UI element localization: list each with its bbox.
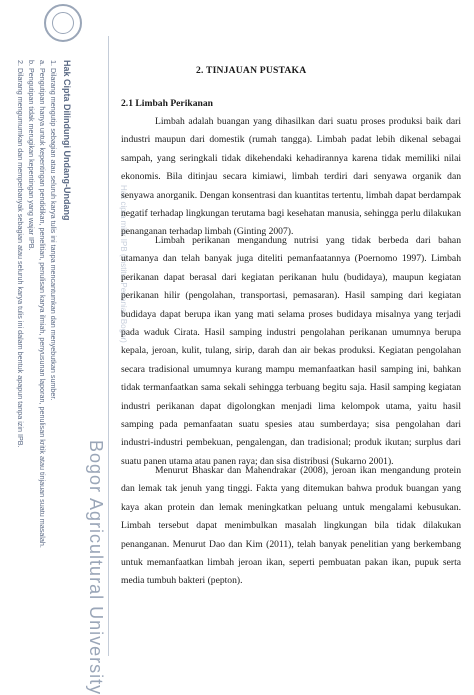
section-title: 2.1 Limbah Perikanan: [121, 98, 213, 109]
university-name: Bogor Agricultural University: [86, 440, 106, 695]
copyright-line-4: 2. Dilarang mengumumkan dan memperbanyak sebagian atau seluruh karya tulis ini dalam bentuk apapun tanpa izin IPB.: [16, 60, 25, 448]
copyright-sidebar: [0, 0, 112, 695]
copyright-line-3: b. Pengutipan tidak merugikan kepentingan yang wajar IPB.: [27, 60, 36, 251]
copyright-line-1: 1. Dilarang mengutip sebagian atau seluruh karya tulis ini tanpa mencantumkan dan menyebutkan sumber.: [49, 60, 58, 401]
watermark-text: Hak cipta milik IPB (Institut Pertanian Bogor): [119, 185, 128, 343]
chapter-title: 2. TINJAUAN PUSTAKA: [196, 65, 307, 76]
paragraph-3: Menurut Bhaskar dan Mahendrakar (2008), jeroan ikan mengandung protein dan lemak tak jenuh yang tinggi. Fakta yang ditemukan bahwa produk buangan yang kaya akan protein dan lemak meningkatkan peluang untuk mengalami kebusukan. Limbah tersebut dapat menimbulkan masalah lingkungan bila tidak dilakukan penanganan. Menurut Dao dan Kim (2011), telah banyak penelitian yang berkembang untuk memanfaatkan limbah jeroan ikan, seperti pembuatan pakan ikan, pupuk serta media tumbuh bakteri (pepton).: [121, 465, 461, 587]
paragraph-1: Limbah adalah buangan yang dihasilkan dari suatu proses produksi baik dari industri maupun dari domestik (rumah tangga). Limbah padat lebih dikenal sebagai sampah, yang seringkali tidak dikehendaki kehadirannya karena tidak memiliki nilai ekonomis. Bila ditinjau secara kimiawi, limbah terdiri dari senyawa organik dan senyawa anorganik. Dengan konsentrasi dan kuantitas tertentu, limbah dapat berdampak negatif terhadap lingkungan terutama bagi kesehatan manusia, sehingga perlu dilakukan penanganan terhadap limbah (Ginting 2007).: [121, 116, 461, 238]
copyright-title: Hak Cipta Dilindungi Undang-Undang: [62, 60, 72, 221]
paragraph-2: Limbah perikanan mengandung nutrisi yang tidak berbeda dari bahan utamanya dan telah banyak juga diteliti pemanfaatannya (Poernomo 1997). Limbah perikanan dapat berasal dari kegiatan perikanan hulu (budidaya), maupun kegiatan perikanan hilir (pengolahan, transportasi, pemasaran). Hasil samping dari kegiatan budidaya dapat berupa ikan yang mati selama proses budidaya misalnya yang terjadi pada waduk Cirata. Hasil samping industri pengolahan perikanan umumnya berupa kepala, jeroan, kulit, tulang, sirip, darah dan air bekas produksi. Kegiatan pengolahan secara tradisional umumnya kurang mampu memanfaatkan hasil samping ini, bahkan tidak termanfaatkan sama sekali sehingga terbuang begitu saja. Hasil samping kegiatan industri perikanan dapat digolongkan menjadi lima kelompok utama, yaitu hasil samping pada pemanfaatan suatu spesies atau sumberdaya; sisa pengolahan dari industri-industri pembekuan, pengalengan, dan tradisional; produk ikutan; surplus dari suatu panen utama atau panen raya; dan sisa distribusi (Sukarno 2001).: [121, 235, 461, 467]
sidebar-divider: [108, 36, 109, 656]
university-logo-icon: [44, 4, 82, 42]
copyright-line-2: a. Pengutipan hanya untuk kepentingan pendidikan, penelitian, penulisan karya ilmiah, penyusunan laporan, penulisan kritik atau tinjauan suatu masalah.: [38, 60, 47, 548]
